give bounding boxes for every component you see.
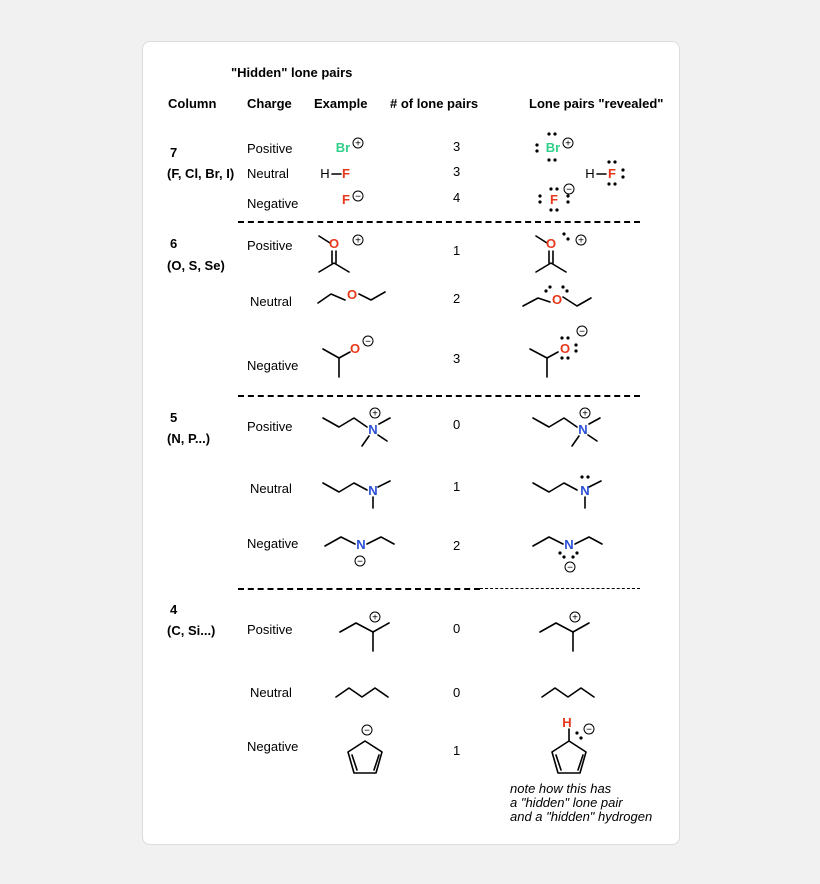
charge-label: Negative — [247, 536, 299, 551]
group-number: 7 — [170, 145, 178, 160]
oxygen-atom: O — [551, 292, 563, 307]
fluorine-atom: F — [342, 192, 350, 207]
bromine-atom: Br — [545, 140, 561, 155]
oxygen-atom: O — [559, 341, 571, 356]
fluorine-atom: F — [550, 192, 558, 207]
lone-pair-count: 0 — [453, 417, 461, 432]
charge-label: Neutral — [247, 166, 289, 181]
plus-charge-icon: + — [372, 408, 378, 420]
nitrogen-atom: N — [368, 422, 378, 437]
group-elements: (F, Cl, Br, I) — [167, 166, 235, 181]
charge-header: Charge — [247, 96, 292, 111]
charge-label: Neutral — [250, 294, 292, 309]
oxygen-atom: O — [545, 236, 557, 251]
group-number: 5 — [170, 410, 178, 425]
charge-label: Negative — [247, 358, 299, 373]
plus-charge-icon: + — [582, 408, 588, 420]
oxygen-atom: O — [328, 236, 340, 251]
note-text — [510, 782, 652, 824]
note-line: note how this has — [510, 781, 612, 796]
plus-charge-icon: + — [355, 138, 361, 150]
oxygen-atom: O — [349, 341, 361, 356]
minus-charge-icon: − — [567, 562, 573, 574]
fluorine-atom: F — [342, 166, 350, 181]
lone-pair-count: 0 — [453, 621, 461, 636]
charge-label: Negative — [247, 739, 299, 754]
lone-pair-count-header: # of lone pairs — [390, 96, 479, 111]
minus-charge-icon: − — [586, 724, 592, 736]
hydrogen-atom: H — [320, 166, 330, 181]
oxygen-atom: O — [346, 287, 358, 302]
charge-label: Positive — [247, 141, 293, 156]
fluorine-atom: F — [608, 166, 616, 181]
charge-label: Positive — [247, 419, 293, 434]
minus-charge-icon: − — [355, 191, 361, 203]
minus-charge-icon: − — [566, 184, 572, 196]
minus-charge-icon: − — [364, 725, 370, 737]
lone-pair-count: 3 — [453, 164, 461, 179]
hydrogen-atom: H — [562, 715, 572, 730]
lone-pair-count: 3 — [453, 351, 461, 366]
group-number: 6 — [170, 236, 178, 251]
minus-charge-icon: − — [579, 326, 585, 338]
nitrogen-atom: N — [356, 537, 366, 552]
charge-label: Neutral — [250, 685, 292, 700]
lone-pair-count: 3 — [453, 139, 461, 154]
revealed-header: Lone pairs "revealed" — [529, 96, 664, 111]
example-header: Example — [314, 96, 368, 111]
nitrogen-atom: N — [368, 483, 378, 498]
lone-pair-count: 2 — [453, 291, 461, 306]
charge-label: Positive — [247, 238, 293, 253]
charge-label: Neutral — [250, 481, 292, 496]
plus-charge-icon: + — [355, 235, 361, 247]
note-line: a "hidden" lone pair — [510, 795, 623, 810]
plus-charge-icon: + — [578, 235, 584, 247]
column-header: Column — [168, 96, 217, 111]
lone-pair-count: 1 — [453, 243, 461, 258]
bromine-atom: Br — [335, 140, 351, 155]
hidden-lone-pairs-header: "Hidden" lone pairs — [231, 65, 353, 80]
nitrogen-atom: N — [564, 537, 574, 552]
group-elements: (N, P...) — [167, 431, 211, 446]
lone-pair-count: 2 — [453, 538, 461, 553]
nitrogen-atom: N — [580, 483, 590, 498]
nitrogen-atom: N — [578, 422, 588, 437]
group-number: 4 — [170, 602, 178, 617]
plus-charge-icon: + — [572, 612, 578, 624]
note-line: and a "hidden" hydrogen — [510, 809, 653, 824]
lone-pair-count: 4 — [453, 190, 461, 205]
plus-charge-icon: + — [372, 612, 378, 624]
hydrogen-atom: H — [585, 166, 595, 181]
charge-label: Negative — [247, 196, 299, 211]
charge-label: Positive — [247, 622, 293, 637]
group-elements: (C, Si...) — [167, 623, 216, 638]
group-elements: (O, S, Se) — [167, 258, 225, 273]
plus-charge-icon: + — [565, 138, 571, 150]
lone-pair-count: 1 — [453, 743, 461, 758]
minus-charge-icon: − — [357, 556, 363, 568]
lone-pair-count: 0 — [453, 685, 461, 700]
lone-pair-count: 1 — [453, 479, 461, 494]
minus-charge-icon: − — [365, 336, 371, 348]
